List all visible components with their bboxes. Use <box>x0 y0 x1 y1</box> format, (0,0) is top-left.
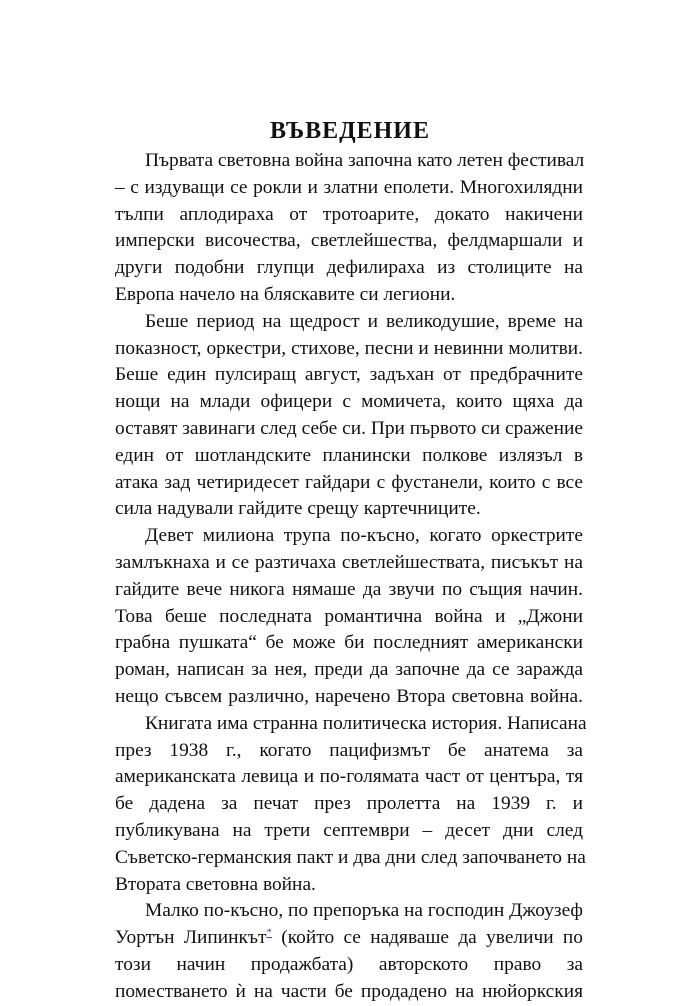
text-line: замлъкнаха и се разтичаха светлейшествата, писъкът на <box>115 551 583 573</box>
text-line: – с издуващи се рокли и златни еполети. Многохилядни <box>115 176 583 198</box>
text-line: оставят завинаги след себе си. При първото си сражение <box>115 417 583 439</box>
text-line: тълпи аплодираха от тротоарите, докато накичени <box>115 203 583 225</box>
text-line: други подобни глупци дефилираха из столиците на <box>115 257 583 279</box>
paragraph <box>115 523 583 711</box>
text-line: сила надували гайдите срещу картечниците. <box>115 498 481 520</box>
text-line: един от шотландските планински полкове излязъл в <box>115 444 583 466</box>
text-line: атака зад четиридесет гайдари с фустанели, които с все <box>115 471 583 493</box>
text-line: Девет милиона трупа по-късно, когато оркестрите <box>145 525 583 547</box>
text-line: този начин продажбата) авторското право за <box>115 953 583 975</box>
paragraph <box>115 148 583 309</box>
text-line: Беше един пулсиращ август, задъхан от предбрачните <box>115 364 583 386</box>
text-line <box>115 925 583 952</box>
text-line: публикувана на трети септември – десет дни след <box>115 819 583 841</box>
text-line: имперски височества, светлейшества, фелдмаршали и <box>115 230 583 252</box>
text-line: нощи на млади офицери с момичета, които щяха да <box>115 391 583 413</box>
text-line: Беше период на щедрост и великодушие, време на <box>145 310 583 332</box>
paragraph <box>115 898 583 1005</box>
text-line: Книгата има странна политическа история. Написана <box>145 712 587 734</box>
text-line: показност, оркестри, стихове, песни и невинни молитви. <box>115 337 583 359</box>
text-line: нещо съвсем различно, наречено Втора световна война. <box>115 685 583 707</box>
text-line: през 1938 г., когато пацифизмът бе анатема за <box>115 739 583 761</box>
paragraph <box>115 711 587 899</box>
text-line: гайдите вече никога нямаше да звучи по същия начин. <box>115 578 583 600</box>
text-line: Първата световна война започна като летен фестивал <box>145 150 585 171</box>
text-line: Съветско-германския пакт и два дни след започването на <box>115 846 586 868</box>
chapter-title: ВЪВЕДЕНИЕ <box>270 118 430 144</box>
text-line: поместването ѝ на части бе продадено на нюйоркския <box>115 980 583 1002</box>
footnote-link[interactable]: * <box>266 926 272 939</box>
text-line: Европа начело на бляскавите си легиони. <box>115 283 456 305</box>
text-line: роман, написан за нея, преди да започне да се заражда <box>115 659 583 681</box>
text-line: Това беше последната романтична война и „Джони <box>115 605 583 627</box>
text-fragment: (който се надяваше да увеличи по <box>271 927 583 949</box>
text-fragment: Уортън Липинкът <box>115 927 267 949</box>
text-line: грабна пушката“ бе може би последният американски <box>115 632 583 654</box>
paragraph <box>115 309 583 523</box>
text-line: американската левица и по-голямата част от центъра, тя <box>115 766 583 788</box>
text-line: Втората световна война. <box>115 873 316 895</box>
text-line: Малко по-късно, по препоръка на господин Джоузеф <box>145 900 583 922</box>
text-line: бе дадена за печат през пролетта на 1939 г. и <box>115 793 583 815</box>
body-text <box>115 148 587 1006</box>
